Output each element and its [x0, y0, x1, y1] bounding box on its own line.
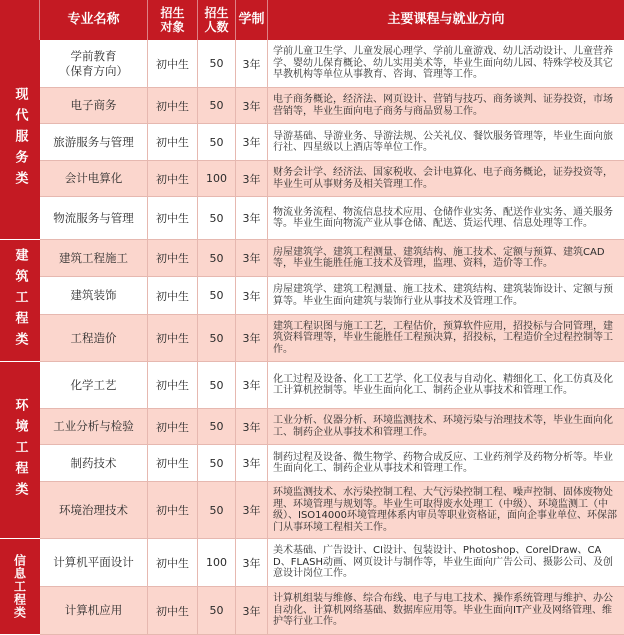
enroll-count: 100: [198, 539, 236, 586]
header-years: 学制: [236, 0, 268, 40]
major-name: 电子商务: [40, 88, 148, 123]
major-name: 制药技术: [40, 445, 148, 481]
study-years: 3年: [236, 197, 268, 239]
header-category: [0, 0, 40, 40]
courses-career: 房屋建筑学、建筑工程测量、建筑结构、施工技术、定额与预算、建筑CAD等，毕业生能胜任施工技术及管理，监理、资料，造价等工作。: [273, 246, 605, 269]
enroll-count: 50: [198, 240, 236, 276]
table-row: [40, 240, 624, 277]
major-name: 学前教育 （保育方向）: [40, 40, 148, 87]
study-years: 3年: [236, 240, 268, 276]
enroll-target: 初中生: [148, 197, 198, 239]
courses-career: 房屋建筑学、建筑工程测量、施工技术、建筑结构、建筑装饰设计、定额与预算等。毕业生面向建筑与装饰行业从事技术及管理工作。: [273, 284, 613, 307]
enroll-count: 50: [198, 277, 236, 314]
study-years: 3年: [236, 445, 268, 481]
major-name: 建筑装饰: [40, 277, 148, 314]
courses-career: 环境监测技术、水污染控制工程、大气污染控制工程、噪声控制、固体废物处理、环境管理与规划等。毕业生可取得废水处理工（中级）、环境监测工（中级）、ISO14000环境管理体系内审员等职业资格证，面向企事业单位、环保部门从事环境工程相关工作。: [273, 487, 617, 533]
enroll-target: 初中生: [148, 40, 198, 87]
header-target: 招生 对象: [148, 0, 198, 40]
table-row: [40, 197, 624, 240]
category-modern-service: 现代服务类: [0, 40, 40, 240]
major-name: 环境治理技术: [40, 482, 148, 538]
courses-career: 建筑工程识图与施工工艺，工程估价，预算软件应用，招投标与合同管理，建筑资料管理等，毕业生能胜任工程预决算，招投标，工程造价全过程控制等工作。: [273, 320, 613, 355]
courses-career: 计算机组装与维修、综合布线、电子与电工技术、操作系统管理与维护、办公自动化、计算机网络基础、数据库应用等。毕业生面向IT产业及网络管理、维护等行业工作。: [273, 593, 613, 628]
table-header: [0, 0, 624, 40]
enroll-target: 初中生: [148, 88, 198, 123]
major-name: 旅游服务与管理: [40, 124, 148, 160]
major-name: 建筑工程施工: [40, 240, 148, 276]
table-row: [40, 362, 624, 409]
study-years: 3年: [236, 88, 268, 123]
major-name: 化学工艺: [40, 362, 148, 408]
table-row: [40, 161, 624, 197]
enroll-count: 50: [198, 315, 236, 361]
header-major: 专业名称: [40, 0, 148, 40]
table-row: [40, 482, 624, 539]
major-name: 工程造价: [40, 315, 148, 361]
study-years: 3年: [236, 539, 268, 586]
enroll-count: 50: [198, 40, 236, 87]
courses-career: 工业分析、仪器分析、环境监测技术、环境污染与治理技术等，毕业生面向化工、制药企业从事技术和管理工作。: [273, 415, 613, 438]
major-name: 会计电算化: [40, 161, 148, 196]
courses-career: 物流业务流程、物流信息技术应用、仓储作业实务、配送作业实务、通关服务等。毕业生面向物流产业从事仓储、配送、货运代理、信息处理等工作。: [273, 206, 613, 229]
table-row: [40, 409, 624, 445]
enroll-target: 初中生: [148, 161, 198, 196]
study-years: 3年: [236, 482, 268, 538]
header-count: 招生 人数: [198, 0, 236, 40]
study-years: 3年: [236, 315, 268, 361]
courses-career: 美术基础、广告设计、CI设计、包装设计、Photoshop、CorelDraw、CAD、FLASH动画、网页设计与制作等，毕业生面向广告公司、摄影公司、及创意设计岗位工作。: [273, 545, 613, 580]
study-years: 3年: [236, 587, 268, 634]
table-row: [40, 587, 624, 635]
courses-career: 学前儿童卫生学、儿童发展心理学、学前儿童游戏、幼儿活动设计、儿童营养学、婴幼儿保育概论、幼儿实用美术等，毕业生面向幼儿园、特殊学校及其它早教机构等单位从事教育、咨询、管理等工作。: [273, 46, 613, 81]
enroll-count: 50: [198, 362, 236, 408]
table-row: [40, 277, 624, 315]
major-name: 计算机平面设计: [40, 539, 148, 586]
study-years: 3年: [236, 409, 268, 444]
enroll-count: 50: [198, 124, 236, 160]
major-name: 计算机应用: [40, 587, 148, 634]
enroll-target: 初中生: [148, 362, 198, 408]
enroll-count: 50: [198, 409, 236, 444]
major-name: 工业分析与检验: [40, 409, 148, 444]
study-years: 3年: [236, 362, 268, 408]
category-construction: 建筑工程类: [0, 240, 40, 362]
enroll-count: 100: [198, 161, 236, 196]
courses-career: 化工过程及设备、化工工艺学、化工仪表与自动化、精细化工、化工仿真及化工计算机控制等。毕业生面向化工、制药企业从事技术和管理工作。: [273, 373, 613, 396]
enroll-count: 50: [198, 88, 236, 123]
courses-career: 财务会计学、经济法、国家税收、会计电算化、电子商务概论，证券投资等，毕业生可从事财务及相关管理工作。: [273, 167, 613, 190]
table-row: [40, 539, 624, 587]
table-row: [40, 445, 624, 482]
enroll-target: 初中生: [148, 482, 198, 538]
enroll-target: 初中生: [148, 445, 198, 481]
courses-career: 制药过程及设备、微生物学、药物合成反应、工业药剂学及药物分析等。毕业生面向化工、制药企业从事技术和管理工作。: [273, 451, 613, 474]
enroll-count: 50: [198, 197, 236, 239]
category-environment: 环境工程类: [0, 362, 40, 539]
category-information: 信息工程类: [0, 539, 40, 635]
table-row: [40, 124, 624, 161]
courses-career: 电子商务概论，经济法、网页设计、营销与技巧、商务谈判、证券投资，市场营销等，毕业生面向电子商务与商品贸易工作。: [273, 94, 613, 117]
study-years: 3年: [236, 161, 268, 196]
study-years: 3年: [236, 277, 268, 314]
courses-career: 导游基础、导游业务、导游法规、公关礼仪、餐饮服务管理等，毕业生面向旅行社、四星级以上酒店等单位工作。: [273, 130, 613, 153]
enroll-target: 初中生: [148, 587, 198, 634]
study-years: 3年: [236, 40, 268, 87]
table-row: [40, 315, 624, 362]
table-row: [40, 88, 624, 124]
enroll-target: 初中生: [148, 277, 198, 314]
enroll-count: 50: [198, 587, 236, 634]
major-name: 物流服务与管理: [40, 197, 148, 239]
enroll-target: 初中生: [148, 539, 198, 586]
enroll-target: 初中生: [148, 240, 198, 276]
table-row: [40, 40, 624, 88]
enroll-target: 初中生: [148, 409, 198, 444]
header-courses: 主要课程与就业方向: [387, 12, 505, 27]
study-years: 3年: [236, 124, 268, 160]
enroll-count: 50: [198, 445, 236, 481]
enroll-target: 初中生: [148, 124, 198, 160]
enroll-count: 50: [198, 482, 236, 538]
enroll-target: 初中生: [148, 315, 198, 361]
